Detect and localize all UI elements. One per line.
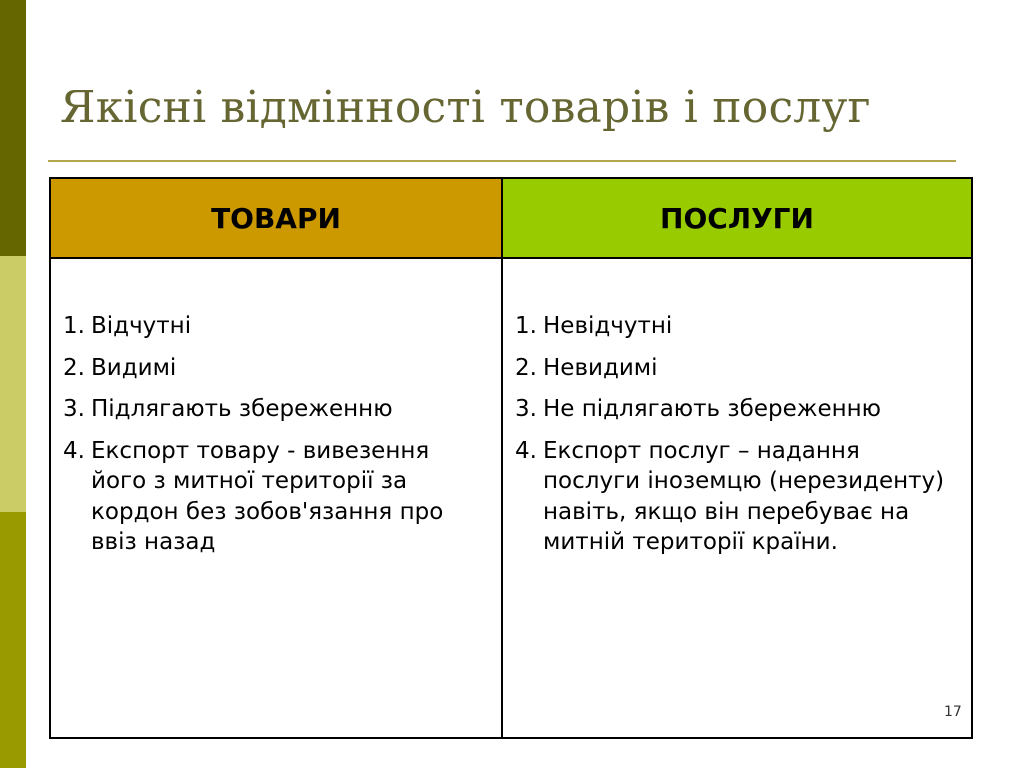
services-list [515,311,961,558]
item-text: Експорт товару - вивезення його з митної території за кордон без зобов'язання про ввіз назад [91,437,444,556]
item-text: Невидимі [543,354,658,381]
goods-cell [50,258,502,738]
item-number: 4. [63,437,85,464]
item-number: 2. [63,354,85,381]
goods-list [63,311,491,558]
item-number: 4. [515,437,537,464]
item-number: 3. [63,396,85,423]
table-header-row [50,178,972,258]
list-item [63,394,491,425]
header-goods: ТОВАРИ [50,178,502,258]
item-text: Підлягають збереженню [91,396,393,423]
decor-bar-top [0,0,26,256]
title-divider [48,160,956,162]
slide-title: Якісні відмінності товарів і послуг [60,82,871,133]
header-services: ПОСЛУГИ [502,178,972,258]
list-item [63,353,491,384]
item-text: Видимі [91,354,177,381]
list-item [515,394,961,425]
comparison-table [49,177,973,739]
list-item [63,311,491,342]
item-text: Не підлягають збереженню [543,396,882,423]
item-number: 1. [63,313,85,339]
services-cell [502,258,972,738]
list-item [515,311,961,342]
item-text: Невідчутні [543,313,673,339]
list-item [63,436,491,558]
item-number: 2. [515,354,537,381]
list-item [515,353,961,384]
item-text: Відчутні [91,313,192,339]
item-text: Експорт послуг – надання послуги іноземцю (нерезиденту) навіть, якщо він перебуває на митній території країни. [543,437,945,556]
item-number: 3. [515,396,537,423]
page-number: 17 [944,704,962,720]
list-item [515,436,961,558]
item-number: 1. [515,313,537,339]
decor-bar-middle [0,256,26,512]
decor-bar-bottom [0,512,26,768]
table-row [50,258,972,738]
